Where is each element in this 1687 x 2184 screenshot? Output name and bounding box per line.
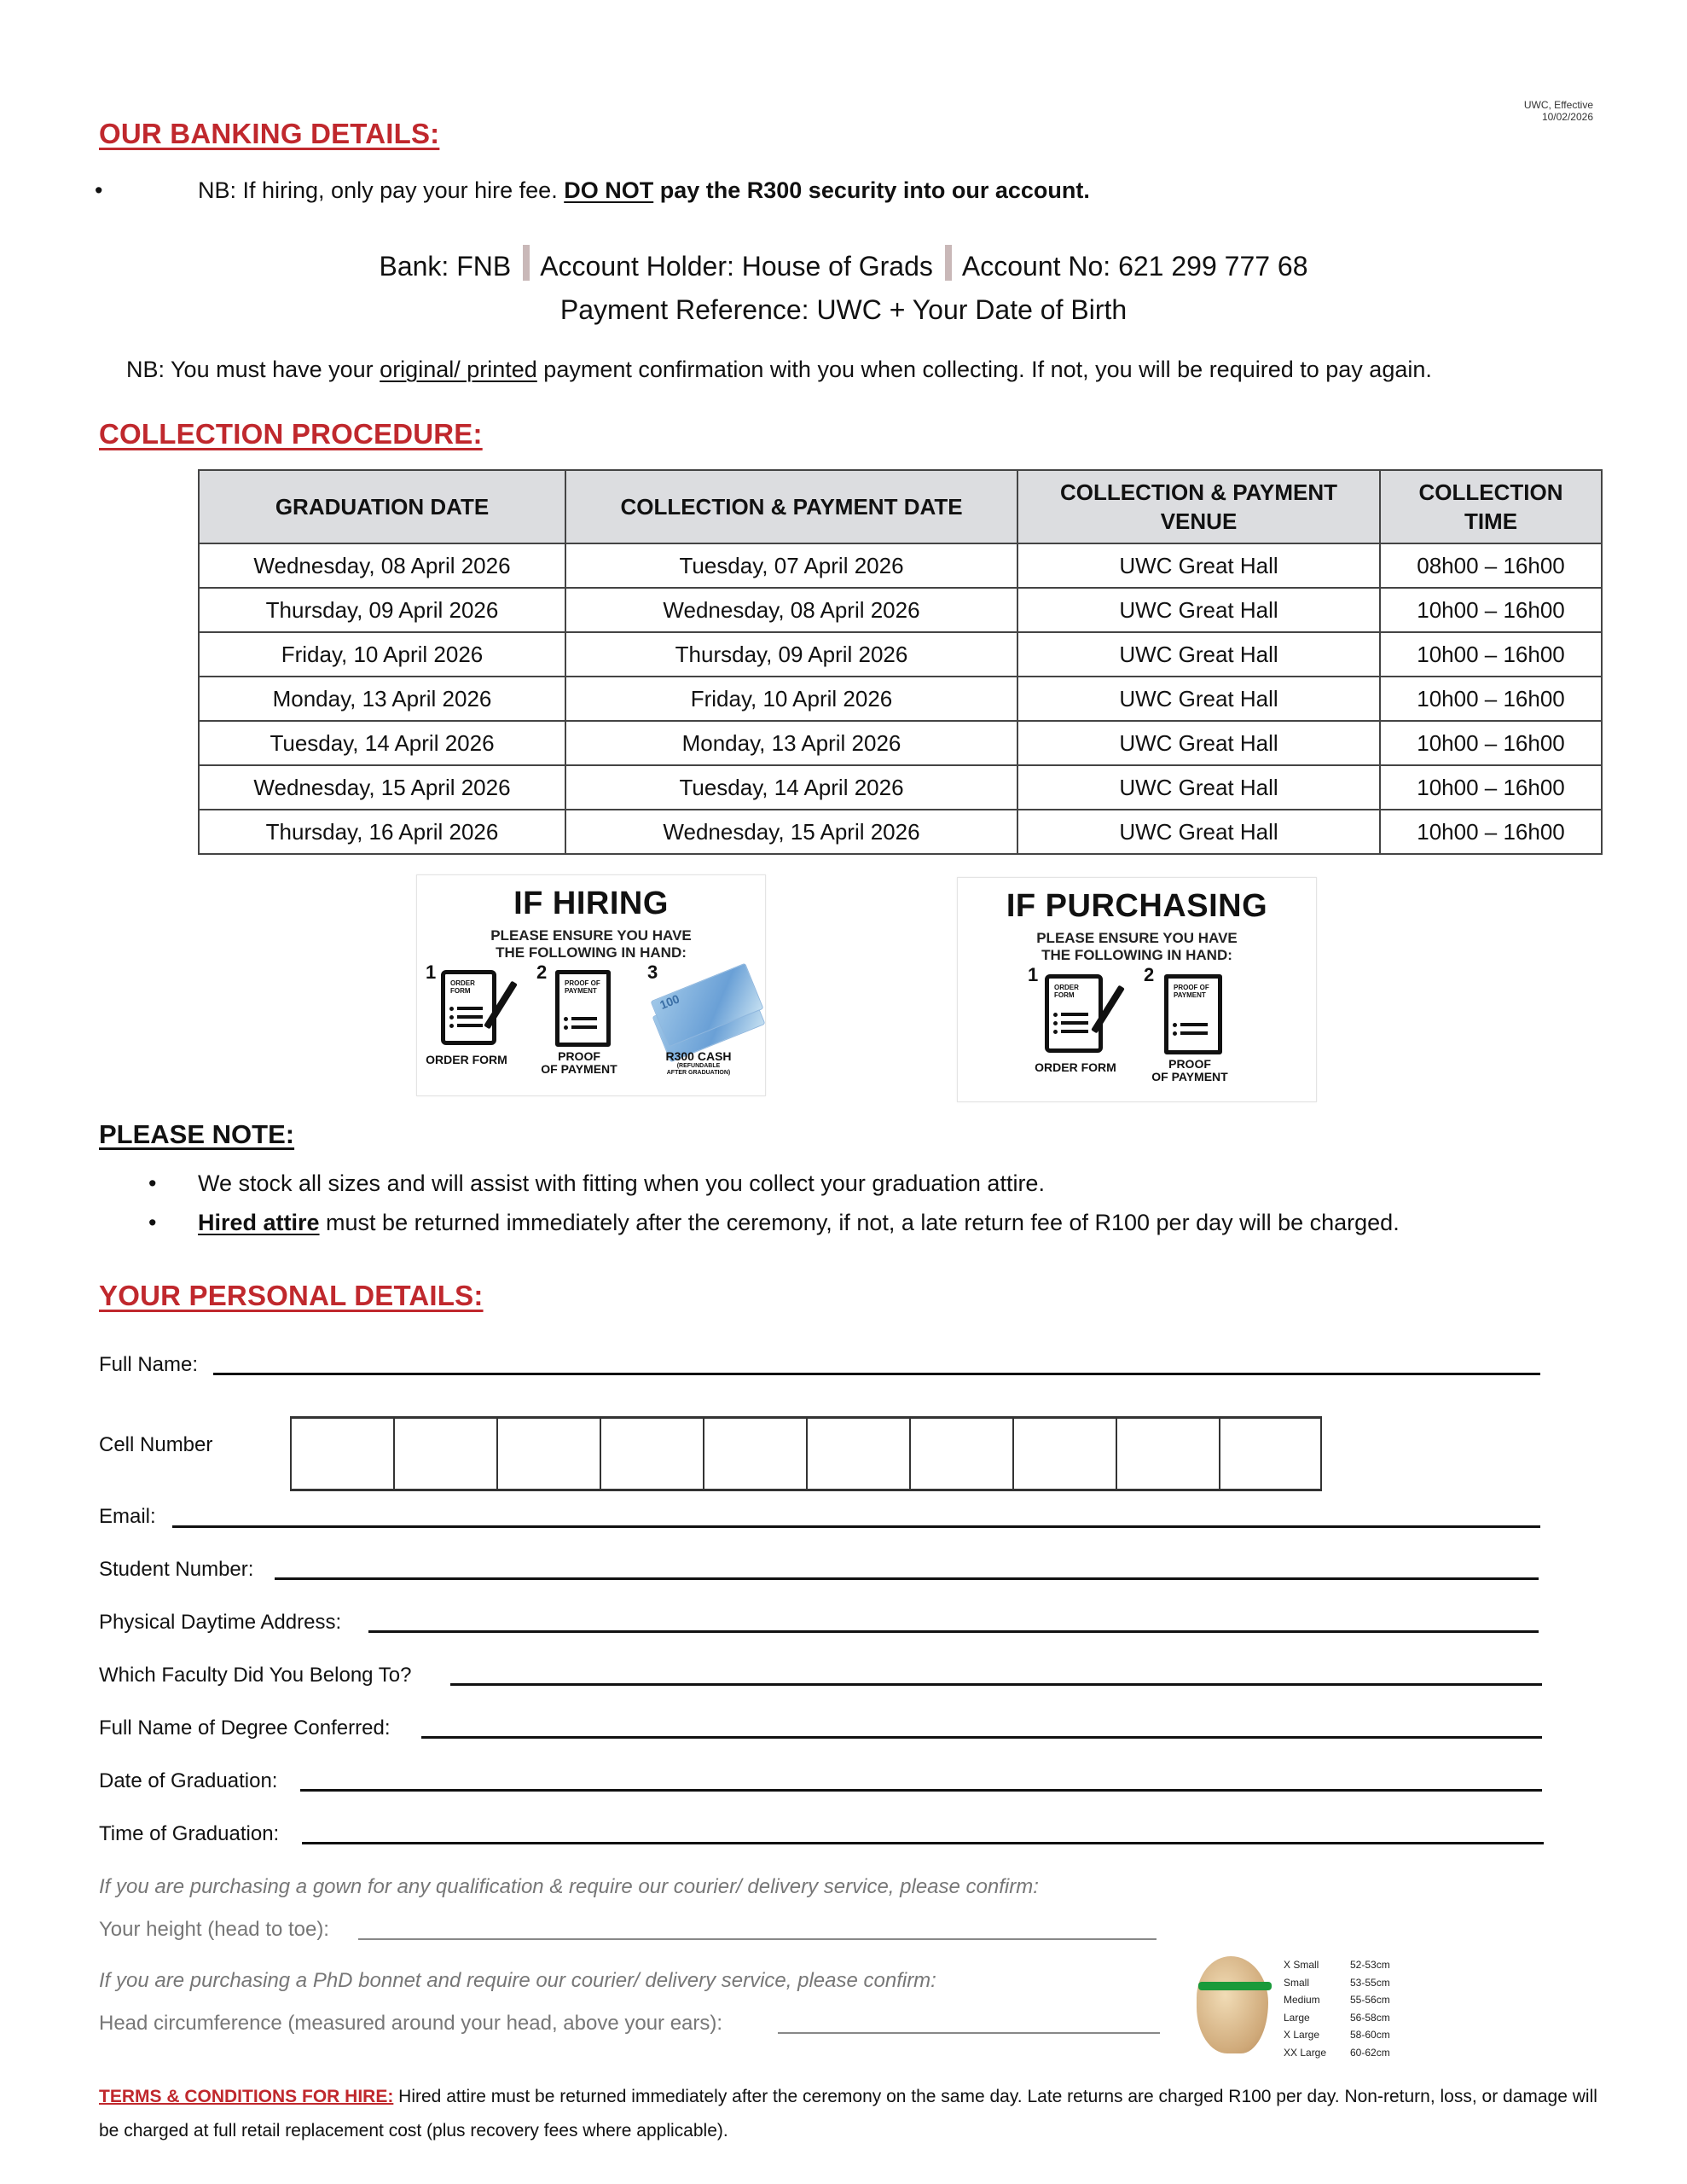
column-header: GRADUATION DATE bbox=[199, 470, 565, 543]
collection-heading: COLLECTION PROCEDURE: bbox=[99, 418, 483, 450]
venue-cell: UWC Great Hall bbox=[1017, 632, 1380, 677]
terms-and-conditions bbox=[99, 2080, 1600, 2148]
column-header-text: COLLECTION & PAYMENT VENUE bbox=[1059, 479, 1337, 534]
time-cell: 10h00 – 16h00 bbox=[1380, 765, 1602, 810]
venue-cell: UWC Great Hall bbox=[1017, 765, 1380, 810]
table-row bbox=[199, 810, 1602, 854]
item-number: 1 bbox=[426, 961, 437, 983]
collection-date-cell: Tuesday, 07 April 2026 bbox=[565, 543, 1017, 588]
doc-line bbox=[1061, 1013, 1088, 1016]
item-number: 2 bbox=[536, 961, 548, 983]
graduation-time-field[interactable] bbox=[302, 1842, 1544, 1844]
graduation-date-cell: Thursday, 09 April 2026 bbox=[199, 588, 565, 632]
doc-line bbox=[571, 1017, 597, 1020]
item-number: 1 bbox=[1028, 964, 1039, 985]
doc-line bbox=[1180, 1023, 1208, 1026]
bullet-text: We stock all sizes and will assist with fitting when you collect your graduation attire. bbox=[198, 1170, 1045, 1196]
effective-date-value: 10/02/2026 bbox=[1541, 111, 1593, 123]
please-note-heading: PLEASE NOTE: bbox=[99, 1119, 295, 1149]
size-range: 58-60cm bbox=[1350, 2029, 1390, 2041]
degree-label: Full Name of Degree Conferred: bbox=[99, 1716, 391, 1740]
account-holder: Account Holder: House of Grads bbox=[540, 251, 933, 282]
column-header-text: COLLECTION TIME bbox=[1418, 479, 1563, 534]
card-subtitle bbox=[958, 930, 1316, 964]
doc-title: PROOF OF PAYMENT bbox=[565, 979, 600, 995]
item-label: ORDER FORM bbox=[1035, 1060, 1116, 1074]
collection-date-cell: Thursday, 09 April 2026 bbox=[565, 632, 1017, 677]
venue-cell: UWC Great Hall bbox=[1017, 588, 1380, 632]
nb-hire-suffix: pay the R300 security into our account. bbox=[653, 177, 1090, 203]
doc-dot bbox=[564, 1017, 568, 1021]
size-name: Medium bbox=[1284, 1994, 1320, 2006]
student-number-label: Student Number: bbox=[99, 1558, 254, 1581]
cell-digit-box[interactable] bbox=[393, 1419, 496, 1489]
doc-dot bbox=[564, 1025, 568, 1030]
bullet-icon: • bbox=[95, 177, 103, 203]
nb-hire-text bbox=[99, 177, 1090, 204]
nb-hire-note bbox=[95, 177, 1090, 204]
collection-date-cell: Wednesday, 15 April 2026 bbox=[565, 810, 1017, 854]
card-subtitle-line: THE FOLLOWING IN HAND: bbox=[496, 944, 687, 961]
column-header bbox=[1380, 470, 1602, 543]
doc-dot bbox=[449, 1024, 454, 1028]
doc-dot bbox=[1053, 1030, 1058, 1034]
doc-title: PROOF OF PAYMENT bbox=[1174, 984, 1209, 999]
head-circumference-label: Head circumference (measured around your head, above your ears): bbox=[99, 2012, 723, 2035]
card-subtitle-line: PLEASE ENSURE YOU HAVE bbox=[1036, 930, 1238, 946]
size-range: 60-62cm bbox=[1350, 2046, 1390, 2059]
graduation-date-cell: Monday, 13 April 2026 bbox=[199, 677, 565, 721]
doc-dot bbox=[449, 1007, 454, 1011]
bullet-text-rest: must be returned immediately after the ceremony, if not, a late return fee of R100 per day will be charged. bbox=[319, 1210, 1400, 1235]
size-row bbox=[1284, 1956, 1390, 1974]
doc-dot bbox=[1173, 1031, 1177, 1036]
cell-digit-box[interactable] bbox=[290, 1419, 393, 1489]
cell-digit-box[interactable] bbox=[1116, 1419, 1219, 1489]
table-row bbox=[199, 543, 1602, 588]
bank-details-line bbox=[0, 245, 1687, 282]
time-cell: 10h00 – 16h00 bbox=[1380, 677, 1602, 721]
item-label-line: OF PAYMENT bbox=[541, 1062, 617, 1076]
cell-digit-box[interactable] bbox=[496, 1419, 600, 1489]
size-range: 56-58cm bbox=[1350, 2011, 1390, 2024]
effective-label: UWC, Effective bbox=[1523, 99, 1593, 111]
collection-date-cell: Monday, 13 April 2026 bbox=[565, 721, 1017, 765]
card-subtitle-line: PLEASE ENSURE YOU HAVE bbox=[490, 927, 692, 944]
head-size-table bbox=[1284, 1956, 1390, 2061]
size-row bbox=[1284, 2009, 1390, 2027]
time-cell: 10h00 – 16h00 bbox=[1380, 721, 1602, 765]
card-title: IF HIRING bbox=[513, 886, 669, 921]
card-subtitle-line: THE FOLLOWING IN HAND: bbox=[1041, 947, 1232, 963]
bullet-icon: • bbox=[148, 1210, 157, 1235]
cell-digit-box[interactable] bbox=[1012, 1419, 1116, 1489]
cell-digit-box[interactable] bbox=[909, 1419, 1012, 1489]
graduation-date-cell: Thursday, 16 April 2026 bbox=[199, 810, 565, 854]
height-field[interactable] bbox=[358, 1938, 1157, 1940]
size-name: Small bbox=[1284, 1976, 1310, 1989]
item-label-line: R300 CASH bbox=[665, 1049, 732, 1063]
time-cell: 10h00 – 16h00 bbox=[1380, 632, 1602, 677]
head-circumference-field[interactable] bbox=[778, 2032, 1160, 2034]
separator-bar bbox=[945, 245, 952, 281]
doc-line bbox=[457, 1007, 483, 1010]
size-row bbox=[1284, 1991, 1390, 2009]
graduation-date-cell: Wednesday, 15 April 2026 bbox=[199, 765, 565, 810]
card-title: IF PURCHASING bbox=[1006, 888, 1268, 924]
size-name: X Large bbox=[1284, 2029, 1320, 2041]
please-note-bullet bbox=[99, 1170, 1045, 1197]
graduation-date-cell: Friday, 10 April 2026 bbox=[199, 632, 565, 677]
size-row bbox=[1284, 2026, 1390, 2044]
order-form-icon bbox=[441, 970, 496, 1045]
cell-digit-box[interactable] bbox=[703, 1419, 806, 1489]
faculty-field[interactable] bbox=[450, 1683, 1542, 1686]
cell-digit-box[interactable] bbox=[806, 1419, 909, 1489]
hiring-info-card bbox=[416, 874, 766, 1096]
student-number-field[interactable] bbox=[275, 1577, 1539, 1580]
nb-confirm-underlined: original/ printed bbox=[380, 357, 537, 382]
graduation-date-label: Date of Graduation: bbox=[99, 1769, 278, 1792]
graduation-date-field[interactable] bbox=[300, 1789, 1542, 1792]
email-label: Email: bbox=[99, 1505, 156, 1528]
size-range: 52-53cm bbox=[1350, 1959, 1390, 1971]
table-row bbox=[199, 632, 1602, 677]
nb-confirm-prefix: NB: You must have your bbox=[126, 357, 380, 382]
terms-label: TERMS & CONDITIONS FOR HIRE: bbox=[99, 2087, 394, 2106]
venue-cell: UWC Great Hall bbox=[1017, 721, 1380, 765]
column-header bbox=[1017, 470, 1380, 543]
card-items bbox=[958, 964, 1316, 1092]
proof-of-payment-icon bbox=[555, 970, 611, 1047]
height-label: Your height (head to toe): bbox=[99, 1918, 329, 1941]
size-name: Large bbox=[1284, 2011, 1310, 2024]
doc-line bbox=[571, 1025, 597, 1029]
item-label bbox=[647, 1050, 750, 1077]
graduation-date-cell: Wednesday, 08 April 2026 bbox=[199, 543, 565, 588]
size-name: X Small bbox=[1284, 1959, 1319, 1971]
collection-schedule-table bbox=[198, 469, 1603, 855]
time-cell: 10h00 – 16h00 bbox=[1380, 588, 1602, 632]
size-row bbox=[1284, 2044, 1390, 2062]
bullet-icon: • bbox=[148, 1170, 157, 1196]
table-row bbox=[199, 588, 1602, 632]
item-number: 2 bbox=[1144, 964, 1155, 985]
doc-line bbox=[457, 1015, 483, 1019]
nb-confirmation-note bbox=[126, 357, 1432, 383]
proof-of-payment-icon bbox=[1164, 974, 1222, 1054]
item-label bbox=[528, 1050, 630, 1076]
size-name: XX Large bbox=[1284, 2046, 1327, 2059]
hired-attire-text: Hired attire bbox=[198, 1210, 320, 1235]
please-note-bullet bbox=[99, 1210, 1400, 1236]
do-not-text: DO NOT bbox=[564, 177, 654, 203]
address-field[interactable] bbox=[368, 1630, 1539, 1633]
time-cell: 10h00 – 16h00 bbox=[1380, 810, 1602, 854]
bank-name: Bank: FNB bbox=[379, 251, 512, 282]
venue-cell: UWC Great Hall bbox=[1017, 677, 1380, 721]
size-range: 53-55cm bbox=[1350, 1976, 1390, 1989]
item-label-line: OF PAYMENT bbox=[1151, 1070, 1228, 1083]
table-row bbox=[199, 721, 1602, 765]
head-size-chart bbox=[1190, 1949, 1412, 2060]
full-name-label: Full Name: bbox=[99, 1353, 199, 1376]
graduation-date-cell: Tuesday, 14 April 2026 bbox=[199, 721, 565, 765]
card-items bbox=[417, 961, 765, 1089]
address-label: Physical Daytime Address: bbox=[99, 1611, 342, 1634]
terms-text: Hired attire must be returned immediately after the ceremony on the same day. Late returns are charged R100 per day. Non-return, loss, or damage will be charged at full retail replacement cost (plus recovery fees where applicable). bbox=[99, 2087, 1597, 2140]
measuring-band-icon bbox=[1198, 1982, 1272, 1990]
degree-field[interactable] bbox=[421, 1736, 1542, 1739]
order-form-icon bbox=[1045, 974, 1103, 1053]
item-label-line: PROOF bbox=[558, 1049, 600, 1063]
refundable-note: AFTER GRADUATION) bbox=[666, 1070, 731, 1076]
column-header: COLLECTION & PAYMENT DATE bbox=[565, 470, 1017, 543]
item-label-line: PROOF bbox=[1168, 1057, 1211, 1071]
faculty-label: Which Faculty Did You Belong To? bbox=[99, 1664, 412, 1687]
doc-title: ORDER FORM bbox=[450, 979, 475, 995]
full-name-field[interactable] bbox=[213, 1373, 1540, 1375]
nb-hire-prefix: NB: If hiring, only pay your hire fee. bbox=[198, 177, 565, 203]
table-row bbox=[199, 677, 1602, 721]
refundable-note: (REFUNDABLE bbox=[676, 1063, 721, 1069]
cell-number-boxes bbox=[290, 1416, 1322, 1491]
size-range: 55-56cm bbox=[1350, 1994, 1390, 2006]
nb-confirm-suffix: payment confirmation with you when collecting. If not, you will be required to pay again. bbox=[536, 357, 1432, 382]
head-illustration-icon bbox=[1197, 1956, 1268, 2053]
venue-cell: UWC Great Hall bbox=[1017, 810, 1380, 854]
account-number: Account No: 621 299 777 68 bbox=[961, 251, 1308, 282]
collection-date-cell: Tuesday, 14 April 2026 bbox=[565, 765, 1017, 810]
banknote-value: 100 bbox=[658, 991, 681, 1012]
card-subtitle bbox=[417, 927, 765, 961]
gown-delivery-note: If you are purchasing a gown for any qualification & require our courier/ delivery service, please confirm: bbox=[99, 1875, 1039, 1898]
item-label: ORDER FORM bbox=[426, 1053, 507, 1066]
doc-dot bbox=[449, 1015, 454, 1019]
effective-date bbox=[1450, 99, 1593, 123]
cell-digit-box[interactable] bbox=[600, 1419, 703, 1489]
cell-number-label: Cell Number bbox=[99, 1433, 213, 1456]
doc-line bbox=[457, 1024, 483, 1027]
table-header-row bbox=[199, 470, 1602, 543]
time-cell: 08h00 – 16h00 bbox=[1380, 543, 1602, 588]
banking-heading: OUR BANKING DETAILS: bbox=[99, 118, 440, 149]
cell-digit-box[interactable] bbox=[1219, 1419, 1322, 1489]
doc-dot bbox=[1053, 1013, 1058, 1017]
doc-line bbox=[1061, 1021, 1088, 1025]
venue-cell: UWC Great Hall bbox=[1017, 543, 1380, 588]
bonnet-delivery-note: If you are purchasing a PhD bonnet and require our courier/ delivery service, please confirm: bbox=[99, 1969, 936, 1992]
doc-dot bbox=[1053, 1021, 1058, 1025]
doc-dot bbox=[1173, 1023, 1177, 1027]
item-number: 3 bbox=[647, 961, 658, 983]
purchasing-info-card bbox=[957, 877, 1317, 1102]
size-row bbox=[1284, 1974, 1390, 1992]
doc-line bbox=[1061, 1030, 1088, 1033]
email-field[interactable] bbox=[172, 1525, 1540, 1528]
payment-reference: Payment Reference: UWC + Your Date of Birth bbox=[559, 294, 1128, 325]
table-row bbox=[199, 765, 1602, 810]
separator-bar bbox=[523, 245, 530, 281]
graduation-time-label: Time of Graduation: bbox=[99, 1822, 280, 1845]
doc-line bbox=[1180, 1031, 1208, 1035]
item-label bbox=[1139, 1058, 1241, 1083]
collection-date-cell: Friday, 10 April 2026 bbox=[565, 677, 1017, 721]
doc-title: ORDER FORM bbox=[1054, 984, 1079, 999]
collection-date-cell: Wednesday, 08 April 2026 bbox=[565, 588, 1017, 632]
personal-details-heading: YOUR PERSONAL DETAILS: bbox=[99, 1280, 484, 1311]
bullet-text bbox=[99, 1210, 1400, 1235]
